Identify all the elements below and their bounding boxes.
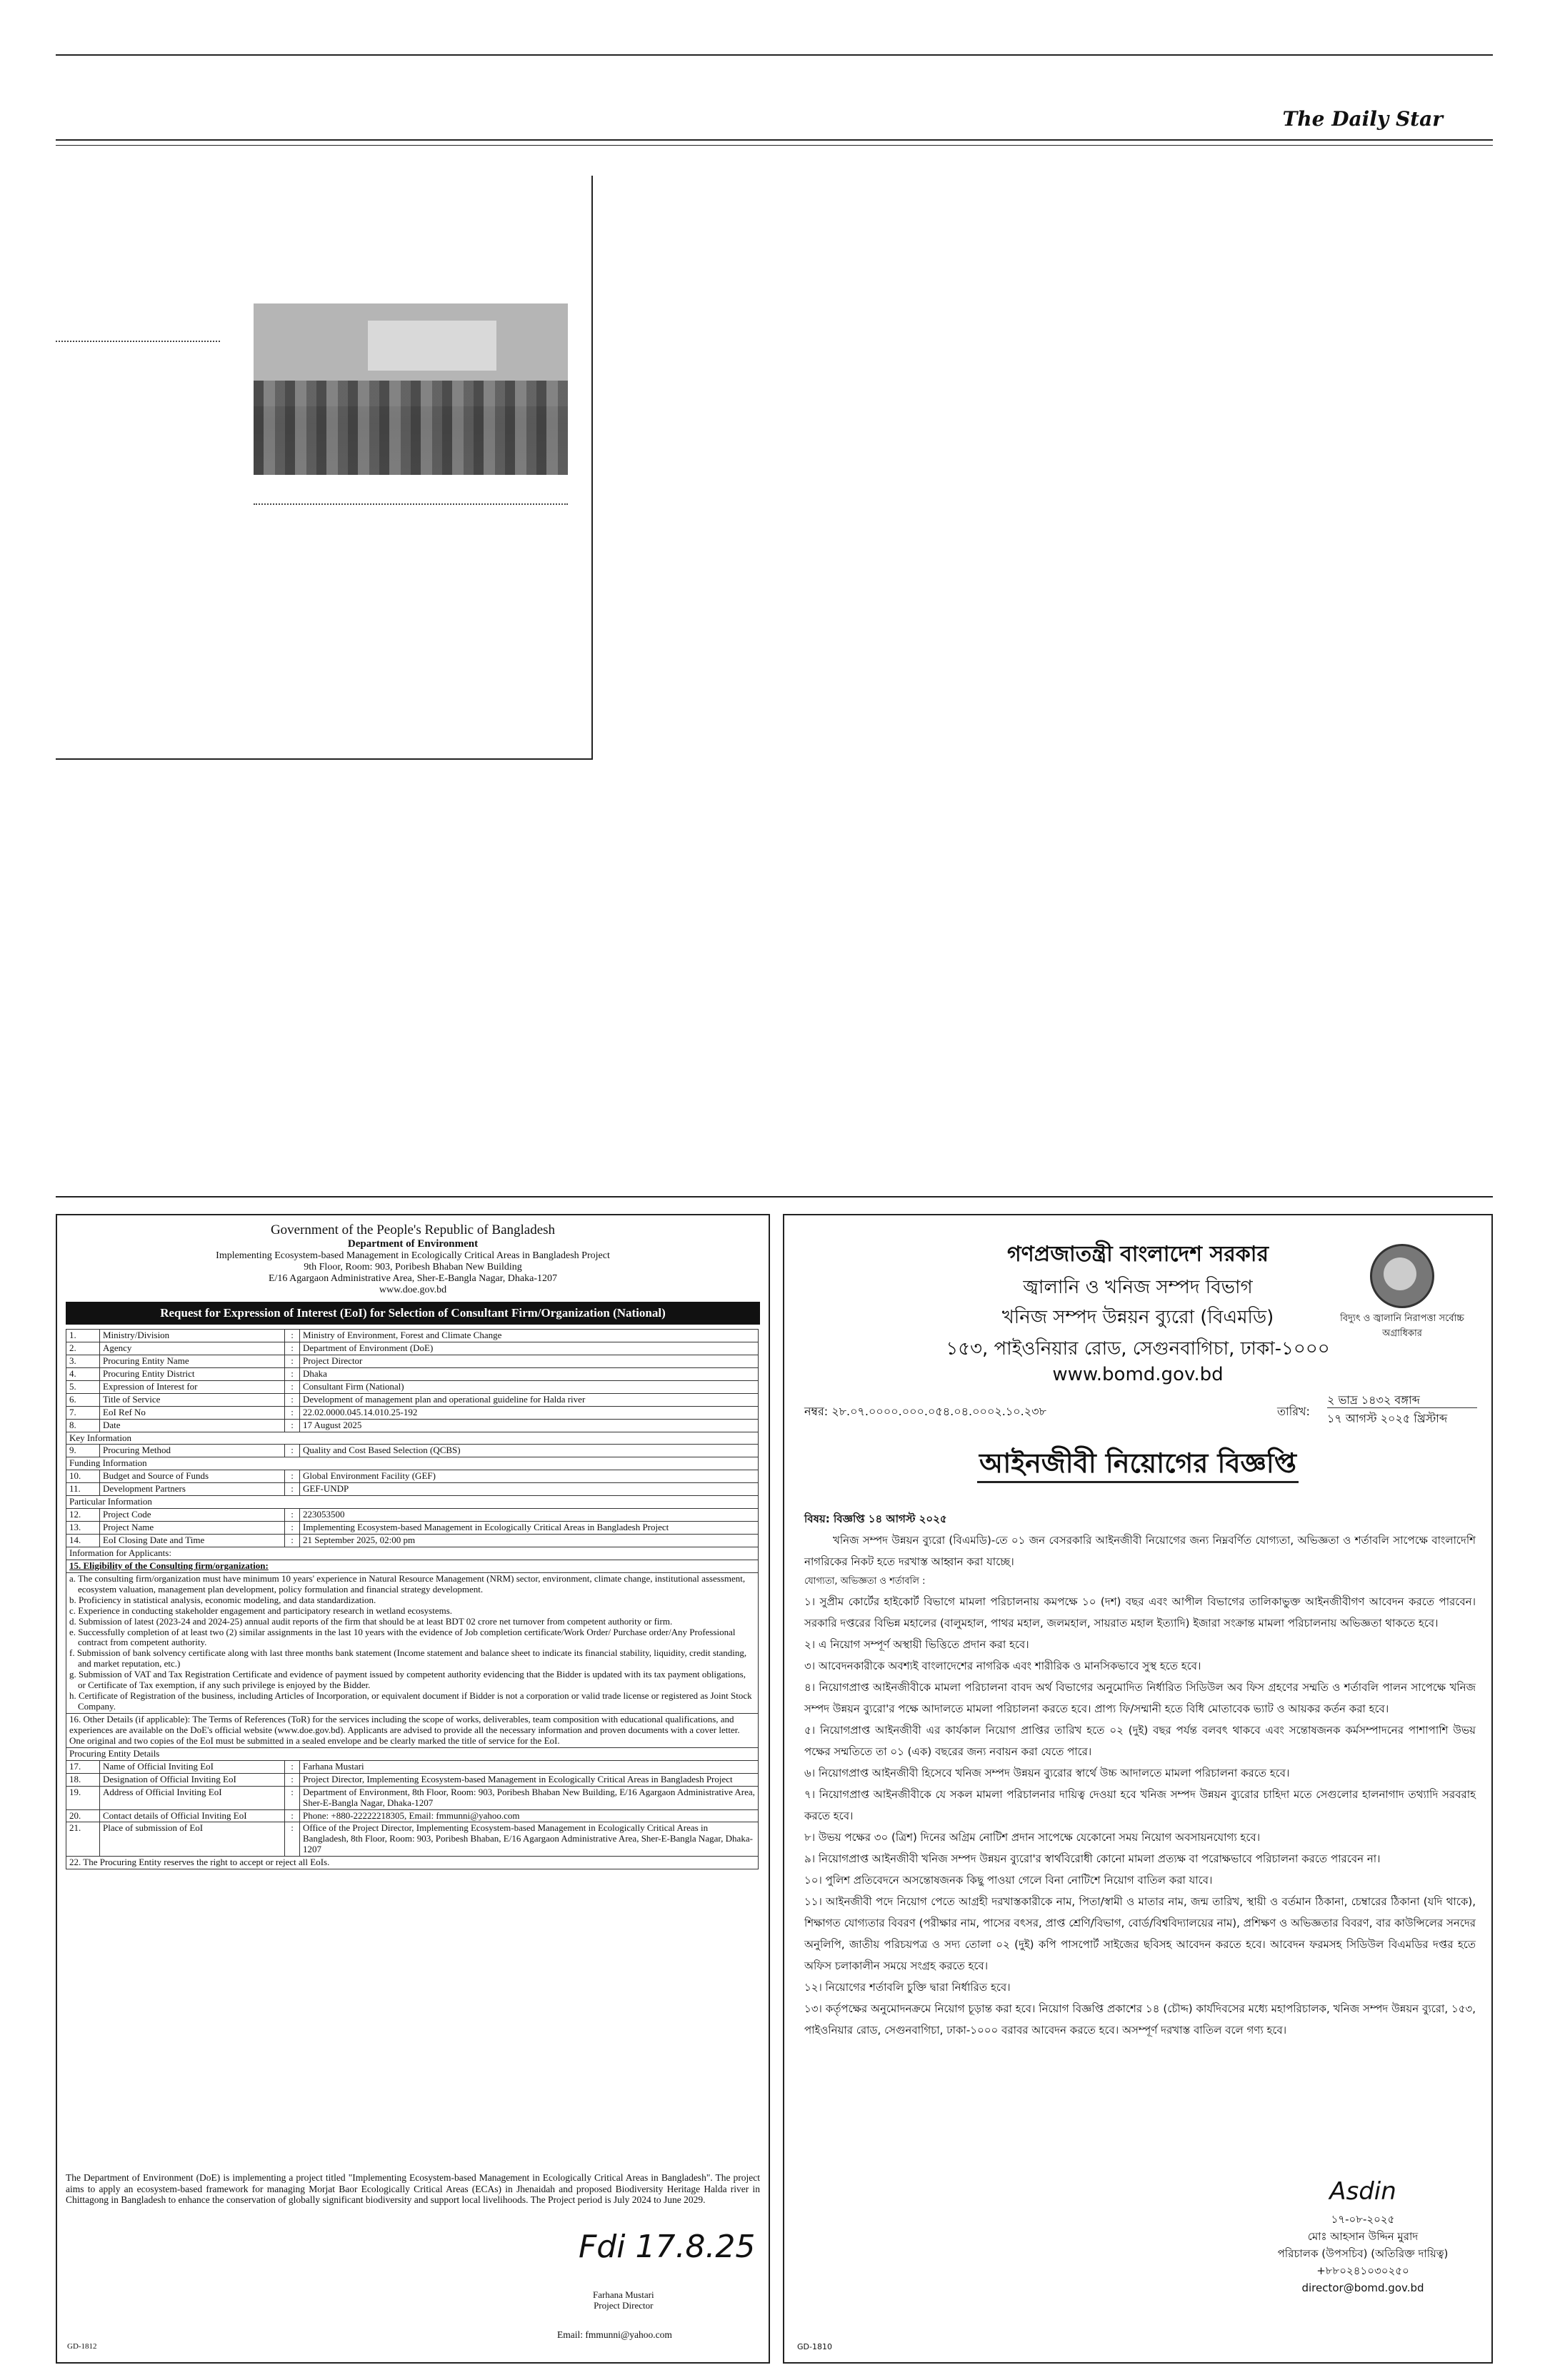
masthead: The Daily Star xyxy=(1282,107,1443,131)
ad1-dept: Department of Environment xyxy=(347,1237,479,1250)
ad2-body xyxy=(804,1508,1476,2041)
ad2-gd: GD-1810 xyxy=(797,2342,832,2351)
eoi-cell-v: Dhaka xyxy=(300,1367,759,1380)
eoi-cell-v: 17 August 2025 xyxy=(300,1419,759,1432)
ad1-signer-title: Project Director xyxy=(594,2299,654,2311)
eoi-section-label: 15. Eligibility of the Consulting firm/organization: xyxy=(66,1560,759,1572)
condition-item: ১১। আইনজীবী পদে নিয়োগ পেতে আগ্রহী দরখাস্তকারীকে নাম, পিতা/স্বামী ও মাতার নাম, জন্ম তারিখ, স্থায়ী ও বর্তমান ঠিকানা, চেম্বারের ঠিকানা (যদি থাকে), শিক্ষাগত যোগ্যতার বিবরণ (পরীক্ষার নাম, পাসের বৎসর, প্রাপ্ত শ্রেণি/বিভাগ, বোর্ড/বিশ্ববিদ্যালয়ের নাম), প্রশিক্ষণ ও অভিজ্ঞতার বিবরণ, বার কাউন্সিলের সনদের অনুলিপি, জাতীয় পরিচয়পত্র ও সদ্য তোলা ০২ (দুই) কপি পাসপোর্ট সাইজের ছবিসহ আবেদন করতে হবে। আবেদন ফরমসহ সিডিউল বিএমডির দপ্তর হতে অফিস চলাকালীন সময়ে সংগ্রহ করতে হবে। xyxy=(804,1895,1476,1972)
ad2-date1: ২ ভাদ্র ১৪৩২ বঙ্গাব্দ xyxy=(1327,1393,1420,1407)
eoi-colon: : xyxy=(285,1483,300,1496)
eoi-cell-n: 3. xyxy=(66,1355,100,1367)
eoi-cell-k: EoI Closing Date and Time xyxy=(100,1535,285,1547)
eoi-section-label: Key Information xyxy=(66,1432,759,1445)
ad1-signature: Fdi 17.8.25 xyxy=(579,2229,756,2265)
eoi-cell-n: 7. xyxy=(66,1406,100,1419)
eoi-cell-k: Address of Official Inviting EoI xyxy=(100,1786,285,1809)
eoi-cell-k: Expression of Interest for xyxy=(100,1380,285,1393)
ad1-header xyxy=(57,1215,769,1296)
masthead-rule-2 xyxy=(56,145,1493,146)
eoi-row xyxy=(66,1535,759,1547)
eoi-cell-v: Quality and Cost Based Selection (QCBS) xyxy=(300,1445,759,1457)
eoi-cell-n: 9. xyxy=(66,1445,100,1457)
eoi-cell-k: Development Partners xyxy=(100,1483,285,1496)
eoi-cell-n: 4. xyxy=(66,1367,100,1380)
eoi-cell-k: Contact details of Official Inviting EoI xyxy=(100,1809,285,1822)
eoi-cell-k: Project Name xyxy=(100,1522,285,1535)
condition-item: ৯। নিয়োগপ্রাপ্ত আইনজীবী খনিজ সম্পদ উন্নয়ন ব্যুরো'র স্বার্থবিরোধী কোনো মামলা প্রত্যক্ষ বা পরোক্ষভাবে পরিচালনা করতে পারবেন না। xyxy=(804,1852,1381,1865)
eoi-row xyxy=(66,1822,759,1857)
eoi-row xyxy=(66,1470,759,1483)
ad2-bureau: খনিজ সম্পদ উন্নয়ন ব্যুরো (বিএমডি) xyxy=(1001,1307,1274,1328)
eoi-row xyxy=(66,1342,759,1355)
eoi-row xyxy=(66,1393,759,1406)
eoi-colon: : xyxy=(285,1522,300,1535)
eoi-colon: : xyxy=(285,1355,300,1367)
condition-item: ৫। নিয়োগপ্রাপ্ত আইনজীবী এর কার্যকাল নিয়োগ প্রাপ্তির তারিখ হতে ০২ (দুই) বছর পর্যন্ত বলবৎ থাকবে এবং সন্তোষজনক কর্মসম্পাদনের পাশাপাশি উভয় পক্ষের সম্মতিতে তা ০১ (এক) বছরের জন্য নবায়ন করা যেতে পারে। xyxy=(804,1724,1476,1758)
eoi-row xyxy=(66,1786,759,1809)
eoi-colon: : xyxy=(285,1509,300,1522)
ad2-division: জ্বালানি ও খনিজ সম্পদ বিভাগ xyxy=(1023,1277,1253,1298)
eoi-cell-k: Budget and Source of Funds xyxy=(100,1470,285,1483)
eoi-row xyxy=(66,1445,759,1457)
eoi-cell-n: 20. xyxy=(66,1809,100,1822)
condition-item: ৭। নিয়োগপ্রাপ্ত আইনজীবীকে যে সকল মামলা পরিচালনার দায়িত্ব দেওয়া হবে খনিজ সম্পদ উন্নয়ন ব্যুরোর চাহিদা মতে সেগুলোর হালনাগাদ তথ্যাদি সরবরাহ করতে হবে। xyxy=(804,1788,1476,1822)
eoi-cell-n: 8. xyxy=(66,1419,100,1432)
eoi-table xyxy=(66,1329,759,1869)
condition-item: ১৩। কর্তৃপক্ষের অনুমোদনক্রমে নিয়োগ চূড়ান্ত করা হবে। নিয়োগ বিজ্ঞপ্তি প্রকাশের ১৪ (চৌদ্দ) কার্যদিবসের মধ্যে মহাপরিচালক, খনিজ সম্পদ উন্নয়ন ব্যুরো, ১৫৩, পাইওনিয়ার রোড, সেগুনবাগিচা, ঢাকা-১০০০ বরাবর আবেদন করতে হবে। অসম্পূর্ণ দরখাস্ত বাতিল বলে গণ্য হবে। xyxy=(804,2002,1476,2037)
eoi-row xyxy=(66,1809,759,1822)
ad1-gov: Government of the People's Republic of Bangladesh xyxy=(270,1222,556,1237)
eoi-cell-v: Office of the Project Director, Implementing Ecosystem-based Management in Ecologically Critical Areas in Bangladesh, 8th Floor, Room: 903, Poribesh Bhaban, E/16 Agargaon Administrative Area, Sher-E-Bangla Nagar, Dhaka-1207 xyxy=(300,1822,759,1857)
eoi-colon: : xyxy=(285,1773,300,1786)
eoi-cell-v: 21 September 2025, 02:00 pm xyxy=(300,1535,759,1547)
condition-item: ৩। আবেদনকারীকে অবশ্যই বাংলাদেশের নাগরিক এবং শারীরিক ও মানসিকভাবে সুস্থ হতে হবে। xyxy=(804,1660,1201,1672)
news-photo xyxy=(254,303,568,475)
eoi-cell-n: 10. xyxy=(66,1470,100,1483)
eligibility-item: e. Successfully completion of at least two (2) similar assignments in the last 10 years with the evidence of Job completion certificate/Work Order/ Purchase order/Any Professional contract from competent authority. xyxy=(69,1626,736,1648)
eoi-colon: : xyxy=(285,1419,300,1432)
eoi-row xyxy=(66,1760,759,1773)
eoi-colon: : xyxy=(285,1535,300,1547)
ad1-address2: E/16 Agargaon Administrative Area, Sher-E-Bangla Nagar, Dhaka-1207 xyxy=(268,1273,557,1285)
eoi-section-row xyxy=(66,1560,759,1572)
ad1-project-line: Implementing Ecosystem-based Management in Ecologically Critical Areas in Bangladesh Project xyxy=(216,1250,610,1262)
ad2-address: ১৫৩, পাইওনিয়ার রোড, সেগুনবাগিচা, ঢাকা-১০০০ xyxy=(946,1338,1330,1360)
ad2-web: www.bomd.gov.bd xyxy=(1052,1364,1224,1385)
eoi-row xyxy=(66,1380,759,1393)
eoi-cell-k: Project Code xyxy=(100,1509,285,1522)
eoi-colon: : xyxy=(285,1367,300,1380)
top-rule xyxy=(56,54,1493,56)
ad2-sig-name: মোঃ আহসান উদ্দিন মুরাদ xyxy=(1307,2230,1419,2244)
eligibility-item: a. The consulting firm/organization must have minimum 10 years' experience in Natural Resource Management (NRM) sector, environment, climate change, institutional assessment, ecosystem valuation, management plan development, policy formulation and financial strategy development. xyxy=(69,1572,746,1595)
eoi-cell-v: 223053500 xyxy=(300,1509,759,1522)
ad2-conditions xyxy=(804,1591,1476,2041)
eoi-cell-n: 18. xyxy=(66,1773,100,1786)
ad2-title-underline xyxy=(977,1481,1299,1483)
eoi-colon: : xyxy=(285,1470,300,1483)
eoi-row xyxy=(66,1355,759,1367)
eoi-cell-v: Project Director xyxy=(300,1355,759,1367)
photo-dotted-rule xyxy=(254,503,568,505)
eoi-cell-n: 5. xyxy=(66,1380,100,1393)
eoi-cell-v: Development of management plan and operational guideline for Halda river xyxy=(300,1393,759,1406)
eoi-section-label: Procuring Entity Details xyxy=(66,1747,759,1760)
article-right-border xyxy=(591,176,593,758)
ad1-signer-name: Farhana Mustari xyxy=(593,2289,654,2300)
eoi-section-label: 16. Other Details (if applicable): The Terms of References (ToR) for the services including the scope of works, deliverables, team composition with educational qualifications, and experiences are available on the DoE's official website (www.doe.gov.bd). Applicants are advised to provide all the necessary information and proven documents with a cover letter. One original and two copies of the EoI must be submitted in a sealed envelope and be clearly marked the title of service for the EoI. xyxy=(66,1714,759,1748)
eoi-cell-n: 2. xyxy=(66,1342,100,1355)
eoi-section-label: Information for Applicants: xyxy=(66,1547,759,1560)
eoi-section-row xyxy=(66,1496,759,1509)
doe-eoi-advertisement xyxy=(56,1214,770,2364)
ad1-web: www.doe.gov.bd xyxy=(379,1285,447,1296)
eoi-cell-k: EoI Ref No xyxy=(100,1406,285,1419)
eoi-cell-v: Implementing Ecosystem-based Management in Ecologically Critical Areas in Bangladesh Project xyxy=(300,1522,759,1535)
ad1-signer xyxy=(593,2290,654,2311)
masthead-rule-1 xyxy=(56,139,1493,141)
eoi-eligibility-row xyxy=(66,1572,759,1713)
ad2-memo: নম্বর: ২৮.০৭.০০০০.০০০.০৫৪.০৪.০০০২.১০.২৩৮ xyxy=(804,1405,1046,1418)
condition-item: ১। সুপ্রীম কোর্টের হাইকোর্ট বিভাগে মামলা পরিচালনায় কমপক্ষে ১০ (দশ) বছর এবং আপীল বিভাগের তালিকাভুক্ত আইনজীবীগণ আবেদন করতে পারবেন। সরকারি দপ্তরের বিভিন্ন মহালের (বালুমহাল, পাথর মহাল, জলমহাল, সায়রাত মহাল ইত্যাদি) ইজারা সংক্রান্ত মামলা পরিচালনায় অভিজ্ঞতা থাকতে হবে। xyxy=(804,1595,1476,1630)
eligibility-item: c. Experience in conducting stakeholder engagement and participatory research in wetland ecosystems. xyxy=(69,1605,453,1616)
condition-item: ৬। নিয়োগপ্রাপ্ত আইনজীবী হিসেবে খনিজ সম্পদ উন্নয়ন ব্যুরোর স্বার্থে উচ্চ আদালতে মামলা পরিচালনা করতে হবে। xyxy=(804,1767,1290,1779)
eligibility-item: b. Proficiency in statistical analysis, economic modeling, and data standardization. xyxy=(69,1594,376,1605)
eligibility-item: h. Certificate of Registration of the business, including Articles of Incorporation, or equivalent document if Bidder is not a corporation or valid trade license or registered as Joint Stock Company. xyxy=(69,1690,752,1712)
ad1-gd: GD-1812 xyxy=(67,2342,97,2351)
eoi-cell-v: Farhana Mustari xyxy=(300,1760,759,1773)
eligibility-item: d. Submission of latest (2023-24 and 2024-25) annual audit reports of the firm that should be at least BDT 02 crore net turnover from competent authority or firm. xyxy=(69,1615,673,1627)
eoi-row xyxy=(66,1509,759,1522)
eoi-cell-k: Title of Service xyxy=(100,1393,285,1406)
ad2-signature: Asdin xyxy=(1329,2177,1396,2206)
photo-people xyxy=(254,381,568,475)
ad2-email: director@bomd.gov.bd xyxy=(1301,2281,1424,2295)
eoi-cell-k: Name of Official Inviting EoI xyxy=(100,1760,285,1773)
condition-item: ১২। নিয়োগের শর্তাবলি চুক্তি দ্বারা নির্ধারিত হবে। xyxy=(804,1981,1011,1994)
eoi-section-label: Particular Information xyxy=(66,1496,759,1509)
eoi-cell-v: Phone: +880-22222218305, Email: fmmunni@yahoo.com xyxy=(300,1809,759,1822)
ad2-gov: গণপ্রজাতন্ত্রী বাংলাদেশ সরকার xyxy=(1007,1242,1269,1267)
condition-item: ৪। নিয়োগপ্রাপ্ত আইনজীবীকে মামলা পরিচালনা বাবদ অর্থ বিভাগের অনুমোদিত নির্ধারিত সিডিউল অব ফিস গ্রহণের সম্মতি ও শর্তাবলি পালন সাপেক্ষে খনিজ সম্পদ উন্নয়ন ব্যুরো'র পক্ষে আদালতে মামলা পরিচালনা করতে হবে। প্রাপ্য ফি/সম্মানী হতে বিধি মোতাবেক ভ্যাট ও আয়কর কর্তন করা হবে। xyxy=(804,1681,1476,1715)
ad2-date-underline xyxy=(1327,1407,1477,1408)
eoi-colon: : xyxy=(285,1760,300,1773)
ads-top-rule xyxy=(56,1196,1493,1197)
eoi-cell-k: Procuring Entity District xyxy=(100,1367,285,1380)
eoi-cell-n: 6. xyxy=(66,1393,100,1406)
eligibility-item: g. Submission of VAT and Tax Registration Certificate and evidence of payment issued by competent authority evidencing that the Bidder is updated with its tax payment obligations, or Certificate of Tax exemption, if any such privilege is enjoyed by the Bidder. xyxy=(69,1669,746,1691)
eoi-cell-k: Date xyxy=(100,1419,285,1432)
eoi-section-row xyxy=(66,1857,759,1869)
eoi-cell-n: 12. xyxy=(66,1509,100,1522)
ad2-date2: ১৭ আগস্ট ২০২৫ খ্রিস্টাব্দ xyxy=(1327,1412,1448,1425)
eoi-cell-k: Ministry/Division xyxy=(100,1330,285,1342)
eoi-colon: : xyxy=(285,1330,300,1342)
ad2-signature-block xyxy=(1256,2172,1470,2296)
condition-item: ১০। পুলিশ প্রতিবেদনে অসন্তোষজনক কিছু পাওয়া গেলে বিনা নোটিশে নিয়োগ বাতিল করা যাবে। xyxy=(804,1874,1213,1887)
eoi-colon: : xyxy=(285,1809,300,1822)
eoi-cell-n: 13. xyxy=(66,1522,100,1535)
photo-banner xyxy=(368,321,496,371)
eoi-colon: : xyxy=(285,1342,300,1355)
ad2-title: আইনজীবী নিয়োগের বিজ্ঞপ্তি xyxy=(979,1447,1296,1479)
eoi-cell-n: 17. xyxy=(66,1760,100,1773)
eoi-colon: : xyxy=(285,1786,300,1809)
eoi-cell-k: Procuring Entity Name xyxy=(100,1355,285,1367)
eoi-cell-n: 21. xyxy=(66,1822,100,1857)
eoi-section-row xyxy=(66,1457,759,1470)
eoi-colon: : xyxy=(285,1445,300,1457)
condition-item: ৮। উভয় পক্ষের ৩০ (ত্রিশ) দিনের অগ্রিম নোটিশ প্রদান সাপেক্ষে যেকোনো সময় নিয়োগ অবসায়নযোগ্য হবে। xyxy=(804,1831,1261,1844)
eoi-row xyxy=(66,1330,759,1342)
eoi-section-label: 22. The Procuring Entity reserves the right to accept or reject all EoIs. xyxy=(66,1857,759,1869)
eoi-row xyxy=(66,1419,759,1432)
eoi-colon: : xyxy=(285,1822,300,1857)
eoi-cell-n: 11. xyxy=(66,1483,100,1496)
eoi-cell-v: 22.02.0000.045.14.010.25-192 xyxy=(300,1406,759,1419)
bmd-lawyer-advertisement xyxy=(783,1214,1493,2364)
eoi-cell-v: Department of Environment, 8th Floor, Room: 903, Poribesh Bhaban New Building, E/16 Agargaon Administrative Area, Sher-E-Bangla Nagar, Dhaka-1207 xyxy=(300,1786,759,1809)
left-dotted-rule xyxy=(56,341,220,342)
eoi-section-row xyxy=(66,1432,759,1445)
eoi-cell-v: GEF-UNDP xyxy=(300,1483,759,1496)
ad2-date-label: তারিখ: xyxy=(1277,1405,1310,1418)
article-bottom-border xyxy=(56,758,593,760)
eoi-colon: : xyxy=(285,1380,300,1393)
eoi-row xyxy=(66,1773,759,1786)
eoi-row xyxy=(66,1522,759,1535)
eoi-cell-v: Department of Environment (DoE) xyxy=(300,1342,759,1355)
eoi-cell-k: Agency xyxy=(100,1342,285,1355)
eoi-eligibility-list xyxy=(66,1572,759,1713)
ad2-emblem-text: বিদ্যুৎ ও জ্বালানি নিরাপত্তা সর্বোচ্চ অগ্রাধিকার xyxy=(1340,1313,1464,1339)
eoi-cell-v: Consultant Firm (National) xyxy=(300,1380,759,1393)
eoi-cell-v: Project Director, Implementing Ecosystem-based Management in Ecologically Critical Areas in Bangladesh Project xyxy=(300,1773,759,1786)
ad1-email: Email: fmmunni@yahoo.com xyxy=(557,2329,672,2340)
eoi-row xyxy=(66,1367,759,1380)
eoi-cell-k: Procuring Method xyxy=(100,1445,285,1457)
eoi-row xyxy=(66,1483,759,1496)
eoi-cell-k: Designation of Official Inviting EoI xyxy=(100,1773,285,1786)
ad2-subject: বিষয়: বিজ্ঞপ্তি ১৪ আগস্ট ২০২৫ xyxy=(804,1512,947,1525)
eoi-section-label: Funding Information xyxy=(66,1457,759,1470)
ad1-footer: The Department of Environment (DoE) is implementing a project titled "Implementing Ecosystem-based Management in Ecologically Critical Areas in Bangladesh". The project aims to apply an ecosystem-based framework for managing Morjat Baor Ecologically Critical Areas (ECAs) in Jhenaidah and proposed Biodiversity Heritage Halda river in Chittagong in Bangladesh to enhance the conservation of globally significant biodiversity and support local livelihoods. The Project period is July 2024 to June 2029. xyxy=(66,2172,760,2206)
eoi-section-row xyxy=(66,1547,759,1560)
condition-item: ২। এ নিয়োগ সম্পূর্ণ অস্থায়ী ভিত্তিতে প্রদান করা হবে। xyxy=(804,1638,1029,1651)
eoi-cell-n: 14. xyxy=(66,1535,100,1547)
eoi-cell-v: Ministry of Environment, Forest and Climate Change xyxy=(300,1330,759,1342)
emblem-icon xyxy=(1370,1244,1434,1308)
eoi-section-row xyxy=(66,1747,759,1760)
ad2-sig-date: ১৭-০৮-২০২৫ xyxy=(1331,2213,1395,2226)
ad2-cond-head: যোগ্যতা, অভিজ্ঞতা ও শর্তাবলি : xyxy=(804,1576,926,1587)
eoi-colon: : xyxy=(285,1406,300,1419)
ad1-address1: 9th Floor, Room: 903, Poribesh Bhaban New Building xyxy=(304,1262,522,1273)
ad1-title: Request for Expression of Interest (EoI) for Selection of Consultant Firm/Organization (National) xyxy=(66,1302,760,1325)
ad2-phone: +৮৮০২৪১০৩০২৫০ xyxy=(1316,2264,1409,2278)
eligibility-item: f. Submission of bank solvency certificate along with last three months bank statement (Income statement and balance sheet to indicate its financial stability, liquidity, credit standing, and market reputation, etc.) xyxy=(69,1647,747,1669)
eoi-cell-v: Global Environment Facility (GEF) xyxy=(300,1470,759,1483)
eoi-cell-n: 19. xyxy=(66,1786,100,1809)
eoi-section-row xyxy=(66,1714,759,1748)
ad2-sig-title: পরিচালক (উপসচিব) (অতিরিক্ত দায়িত্ব) xyxy=(1277,2247,1449,2261)
ad2-intro: খনিজ সম্পদ উন্নয়ন ব্যুরো (বিএমডি)-তে ০১ জন বেসরকারি আইনজীবী নিয়োগের জন্য নিম্নবর্ণিত যোগ্যতা, অভিজ্ঞতা ও শর্তাবলি সাপেক্ষে বাংলাদেশি নাগরিকের নিকট হতে দরখাস্ত আহ্বান করা যাচ্ছে। xyxy=(804,1534,1476,1568)
eoi-row xyxy=(66,1406,759,1419)
eoi-cell-n: 1. xyxy=(66,1330,100,1342)
eoi-cell-k: Place of submission of EoI xyxy=(100,1822,285,1857)
eoi-colon: : xyxy=(285,1393,300,1406)
